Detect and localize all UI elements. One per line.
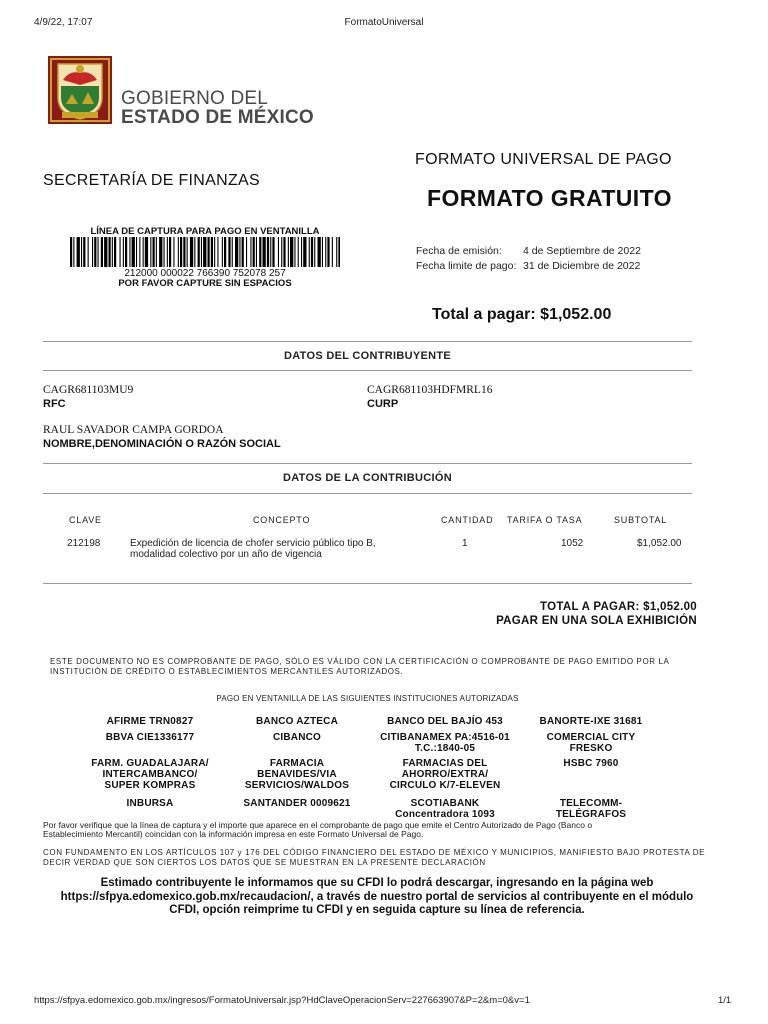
footer-page: 1/1	[718, 995, 732, 1006]
institucion-item	[75, 758, 225, 791]
barcode-label: LÍNEA DE CAPTURA PARA PAGO EN VENTANILLA	[90, 226, 320, 237]
cell-concepto-line1: Expedición de licencia de chofer servicio público tipo B,	[130, 538, 376, 549]
institucion-item	[516, 716, 666, 727]
cell-tarifa: 1052	[561, 538, 584, 549]
institucion-line: HSBC 7960	[563, 758, 619, 769]
th-tarifa: TARIFA O TASA	[507, 515, 583, 525]
institucion-line: FARMACIAS DEL	[402, 758, 488, 769]
institucion-item	[516, 732, 666, 754]
formato-title: FORMATO UNIVERSAL DE PAGO	[415, 151, 672, 168]
estimado-line2[interactable]: https://sfpya.edomexico.gob.mx/recaudacion/, a través de nuestro portal de servicios al contribuyente en el módulo	[60, 890, 694, 903]
exhibicion-label: PAGAR EN UNA SOLA EXHIBICIÓN	[496, 615, 697, 627]
brand-line1: GOBIERNO DEL	[121, 88, 269, 109]
cell-clave: 212198	[67, 538, 101, 549]
institucion-item	[370, 758, 520, 791]
estimado-line3: CFDI, opción reimprime tu CFDI y en seguida capture su línea de referencia.	[169, 904, 585, 916]
institucion-item	[222, 716, 372, 727]
brand-line2: ESTADO DE MÉXICO	[121, 107, 314, 128]
estimado-line1: Estimado contribuyente le informamos que su CFDI lo podrá descargar, ingresando en la página web	[100, 877, 654, 889]
institucion-item	[370, 716, 520, 727]
divider	[43, 583, 692, 584]
fundamento-line2: DECIR VERDAD QUE SON CIERTOS LOS DATOS QUE SE MUESTRAN EN LA PRESENTE DECLARACIÓN	[43, 858, 486, 867]
rfc-value: CAGR681103MU9	[43, 384, 134, 396]
institucion-line: BBVA CIE1336177	[105, 732, 195, 743]
institucion-item	[222, 758, 372, 791]
institucion-line: FRESKO	[569, 743, 613, 754]
th-concepto: CONCEPTO	[253, 515, 311, 525]
institucion-line: INBURSA	[126, 798, 174, 809]
th-cantidad: CANTIDAD	[441, 515, 494, 525]
institucion-item	[222, 798, 372, 809]
print-page-title: FormatoUniversal	[344, 17, 424, 28]
institucion-item	[222, 732, 372, 743]
institucion-item	[516, 798, 666, 820]
cell-concepto-line2: modalidad colectivo por un año de vigencia	[130, 549, 322, 560]
institucion-line: CIBANCO	[272, 732, 322, 743]
verifique-line2: Establecimiento Mercantil) coincidan con la información impresa en este Formato Universal de Pago.	[43, 829, 424, 839]
contribucion-section-title: DATOS DE LA CONTRIBUCIÓN	[283, 472, 452, 484]
fecha-emision-value: 4 de Septiembre de 2022	[523, 245, 641, 257]
divider	[43, 493, 692, 494]
institucion-line: AFIRME TRN0827	[106, 716, 194, 727]
institucion-item	[75, 798, 225, 809]
institucion-line: SUPER KOMPRAS	[104, 780, 196, 791]
aviso-line1: ESTE DOCUMENTO NO ES COMPROBANTE DE PAGO, SÓLO ES VÁLIDO CON LA CERTIFICACIÓN O COMPROBANTE DE PAGO EMITIDO POR LA	[50, 657, 670, 666]
divider	[43, 463, 692, 464]
th-clave: CLAVE	[69, 515, 102, 525]
total-label: TOTAL A PAGAR: $1,052.00	[540, 601, 697, 613]
fecha-emision-label: Fecha de emisión:	[416, 245, 502, 257]
institucion-line: FARMACIA	[269, 758, 325, 769]
fecha-limite-value: 31 de Diciembre de 2022	[523, 260, 641, 272]
institucion-item	[370, 732, 520, 754]
total-top: Total a pagar: $1,052.00	[432, 306, 612, 323]
institucion-line: CITIBANAMEX PA:4516-01	[380, 732, 510, 743]
curp-label: CURP	[367, 398, 399, 410]
fundamento-line1: CON FUNDAMENTO EN LOS ARTÍCULOS 107 y 176 DEL CÓDIGO FINANCIERO DEL ESTADO DE MÉXICO Y MUNICIPIOS, MANIFIESTO BAJO PROTESTA DE	[43, 848, 706, 857]
institucion-line: BANCO DEL BAJÍO 453	[387, 716, 503, 727]
divider	[43, 370, 692, 371]
estado-de-mexico-coat-of-arms-icon	[48, 56, 112, 124]
barcode-icon	[70, 237, 340, 267]
institucion-line: COMERCIAL CITY	[546, 732, 636, 743]
verifique-line1: Por favor verifique que la línea de captura y el importe que aparece en el comprobante de pago que emite el Centro Autorizado de Pago (Banco o	[43, 820, 593, 830]
instituciones-title: PAGO EN VENTANILLA DE LAS SIGUIENTES INSTITUCIONES AUTORIZADAS	[216, 694, 519, 703]
institucion-item	[75, 732, 225, 743]
institucion-item	[75, 716, 225, 727]
institucion-line: T.C.:1840-05	[414, 743, 476, 754]
institucion-line: INTERCAMBANCO/	[102, 769, 198, 780]
institucion-line: SANTANDER 0009621	[243, 798, 351, 809]
institucion-line: TELECOMM-	[559, 798, 623, 809]
institucion-item	[370, 798, 520, 820]
th-subtotal: SUBTOTAL	[614, 515, 668, 525]
contribuyente-section-title: DATOS DEL CONTRIBUYENTE	[283, 350, 452, 362]
rfc-label: RFC	[43, 398, 66, 410]
institucion-line: CIRCULO K/7-ELEVEN	[389, 780, 501, 791]
institucion-line: AHORRO/EXTRA/	[401, 769, 489, 780]
formato-subtitle: FORMATO GRATUITO	[427, 185, 672, 211]
estimado-notice	[43, 877, 711, 918]
cell-cantidad: 1	[462, 538, 468, 549]
barcode-number: 212000 000022 766390 752078 257	[124, 268, 286, 279]
curp-value: CAGR681103HDFMRL16	[367, 384, 493, 396]
print-datetime: 4/9/22, 17:07	[34, 17, 93, 28]
institucion-line: Concentradora 1093	[395, 809, 495, 820]
institucion-line: SCOTIABANK	[410, 798, 480, 809]
cell-subtotal: $1,052.00	[637, 538, 682, 549]
institucion-line: FARM. GUADALAJARA/	[91, 758, 209, 769]
barcode-note: POR FAVOR CAPTURE SIN ESPACIOS	[118, 278, 292, 289]
nombre-value: RAUL SAVADOR CAMPA GORDOA	[43, 424, 224, 436]
footer-url[interactable]: https://sfpya.edomexico.gob.mx/ingresos/FormatoUniversalr.jsp?HdClaveOperacionServ=227663907&P=2&m=0&v=1	[34, 995, 530, 1006]
nombre-label: NOMBRE,DENOMINACIÓN O RAZÓN SOCIAL	[43, 438, 281, 450]
aviso-line2: INSTITUCIÓN DE CRÉDITO O ESTABLECIMIENTOS MERCANTILES AUTORIZADOS.	[50, 667, 404, 676]
institucion-item	[516, 758, 666, 769]
institucion-line: BENAVIDES/VIA	[257, 769, 337, 780]
institucion-line: SERVICIOS/WALDOS	[244, 780, 350, 791]
secretaria-title: SECRETARÍA DE FINANZAS	[43, 172, 261, 189]
divider	[43, 341, 692, 342]
institucion-line: BANCO AZTECA	[255, 716, 339, 727]
institucion-line: BANORTE-IXE 31681	[539, 716, 643, 727]
fecha-limite-label: Fecha limite de pago:	[416, 260, 517, 272]
institucion-line: TELÉGRAFOS	[555, 809, 627, 820]
